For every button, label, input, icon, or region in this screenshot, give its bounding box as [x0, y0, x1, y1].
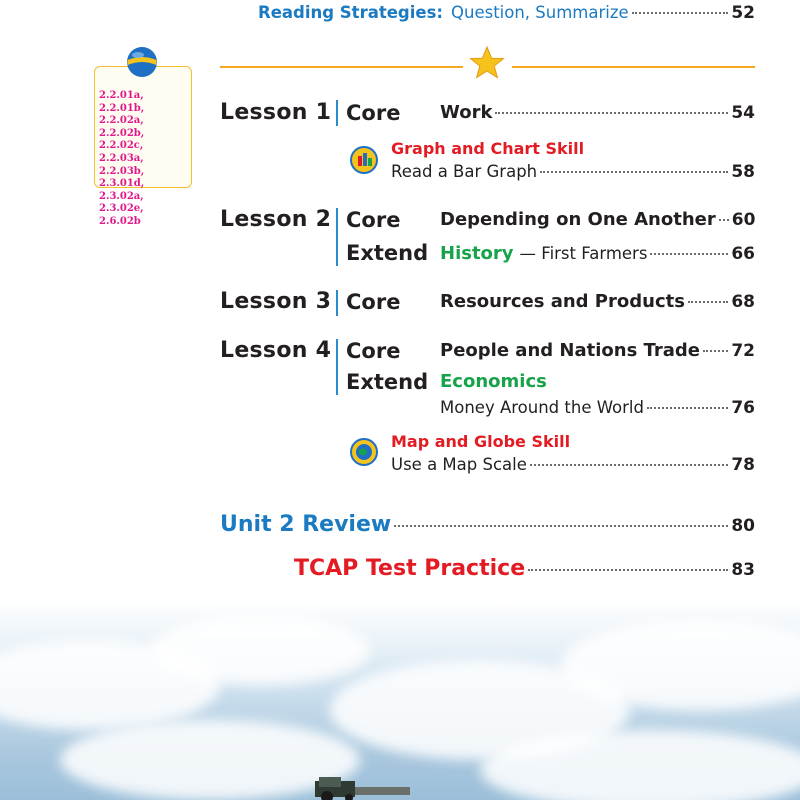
lesson-4-extend-entry[interactable] — [440, 398, 755, 418]
page-number: 58 — [731, 162, 755, 182]
star-icon — [469, 45, 505, 81]
entry-title: Work — [440, 102, 493, 123]
page-number: 66 — [731, 244, 755, 264]
reading-strategies-text: Question, Summarize — [451, 3, 629, 22]
entry-title: — First Farmers — [519, 244, 648, 263]
lesson-3-label: Lesson 3 — [220, 289, 332, 314]
lesson-separator — [336, 339, 338, 395]
page-number: 80 — [731, 516, 755, 536]
dot-leader — [719, 219, 729, 221]
lesson-4-extend-label: Extend — [346, 370, 429, 394]
reading-strategies-entry[interactable] — [258, 3, 755, 27]
entry-title: Use a Map Scale — [391, 455, 527, 474]
page-number: 83 — [731, 560, 755, 580]
lesson-1-core-label: Core — [346, 101, 401, 125]
dot-leader — [540, 171, 728, 173]
page-number: 78 — [731, 455, 755, 475]
graph-chart-skill-entry[interactable] — [391, 162, 755, 182]
dot-leader — [495, 112, 728, 114]
tcap-practice-title: TCAP Test Practice — [294, 556, 526, 581]
lesson-4-core-entry[interactable] — [440, 340, 755, 361]
graph-chart-skill-heading: Graph and Chart Skill — [391, 139, 585, 158]
page-number: 54 — [731, 103, 755, 123]
map-globe-skill-heading: Map and Globe Skill — [391, 432, 571, 451]
page-number: 76 — [731, 398, 755, 418]
graph-skill-badge-icon — [350, 146, 378, 174]
entry-title: Depending on One Another — [440, 209, 716, 230]
dot-leader — [688, 301, 728, 303]
extend-subject: History — [440, 243, 514, 264]
lesson-2-core-entry[interactable] — [440, 209, 755, 230]
page-number: 60 — [731, 210, 756, 230]
lesson-3-core-label: Core — [346, 290, 401, 314]
lesson-separator — [336, 290, 338, 316]
dot-leader — [650, 253, 728, 255]
tractor-image — [305, 775, 415, 800]
lesson-2-core-label: Core — [346, 208, 401, 232]
dot-leader — [528, 569, 728, 571]
unit-review-entry[interactable] — [220, 512, 755, 537]
entry-title: Money Around the World — [440, 398, 644, 417]
entry-title: Resources and Products — [440, 291, 685, 312]
tennessee-logo-icon — [126, 46, 158, 78]
unit-review-title: Unit 2 Review — [220, 512, 392, 537]
lesson-1-core-entry[interactable] — [440, 102, 755, 123]
divider-right — [512, 66, 755, 68]
page-number: 68 — [731, 292, 755, 312]
page-number: 72 — [731, 341, 755, 361]
dot-leader — [647, 407, 728, 409]
lesson-4-core-label: Core — [346, 339, 401, 363]
dot-leader — [394, 525, 728, 527]
entry-title: Read a Bar Graph — [391, 162, 538, 181]
standards-codes: 2.2.01a, 2.2.01b, 2.2.02a, 2.2.02b, 2.2.02c, 2.2.03a, 2.2.03b, 2.3.01d, 2.3.02a, 2.3.02e, 2.6.02b — [99, 90, 145, 227]
entry-title: People and Nations Trade — [440, 340, 700, 361]
sky-background — [0, 600, 800, 800]
economics-subject-line — [440, 371, 755, 392]
extend-subject: Economics — [440, 371, 547, 392]
dot-leader — [632, 12, 729, 14]
reading-strategies-label: Reading Strategies: — [258, 3, 443, 22]
cloud — [150, 615, 370, 685]
lesson-2-label: Lesson 2 — [220, 207, 332, 232]
lesson-2-extend-entry[interactable] — [440, 243, 755, 264]
dot-leader — [703, 350, 728, 352]
map-globe-skill-entry[interactable] — [391, 455, 755, 475]
globe-skill-badge-icon — [350, 438, 378, 466]
tcap-practice-entry[interactable] — [294, 556, 755, 581]
lesson-separator — [336, 208, 338, 266]
lesson-separator — [336, 100, 338, 126]
dot-leader — [530, 464, 728, 466]
lesson-3-core-entry[interactable] — [440, 291, 755, 312]
lesson-4-label: Lesson 4 — [220, 338, 332, 363]
page-number: 52 — [731, 3, 755, 23]
divider-left — [220, 66, 463, 68]
lesson-2-extend-label: Extend — [346, 241, 429, 265]
lesson-1-label: Lesson 1 — [220, 100, 332, 125]
